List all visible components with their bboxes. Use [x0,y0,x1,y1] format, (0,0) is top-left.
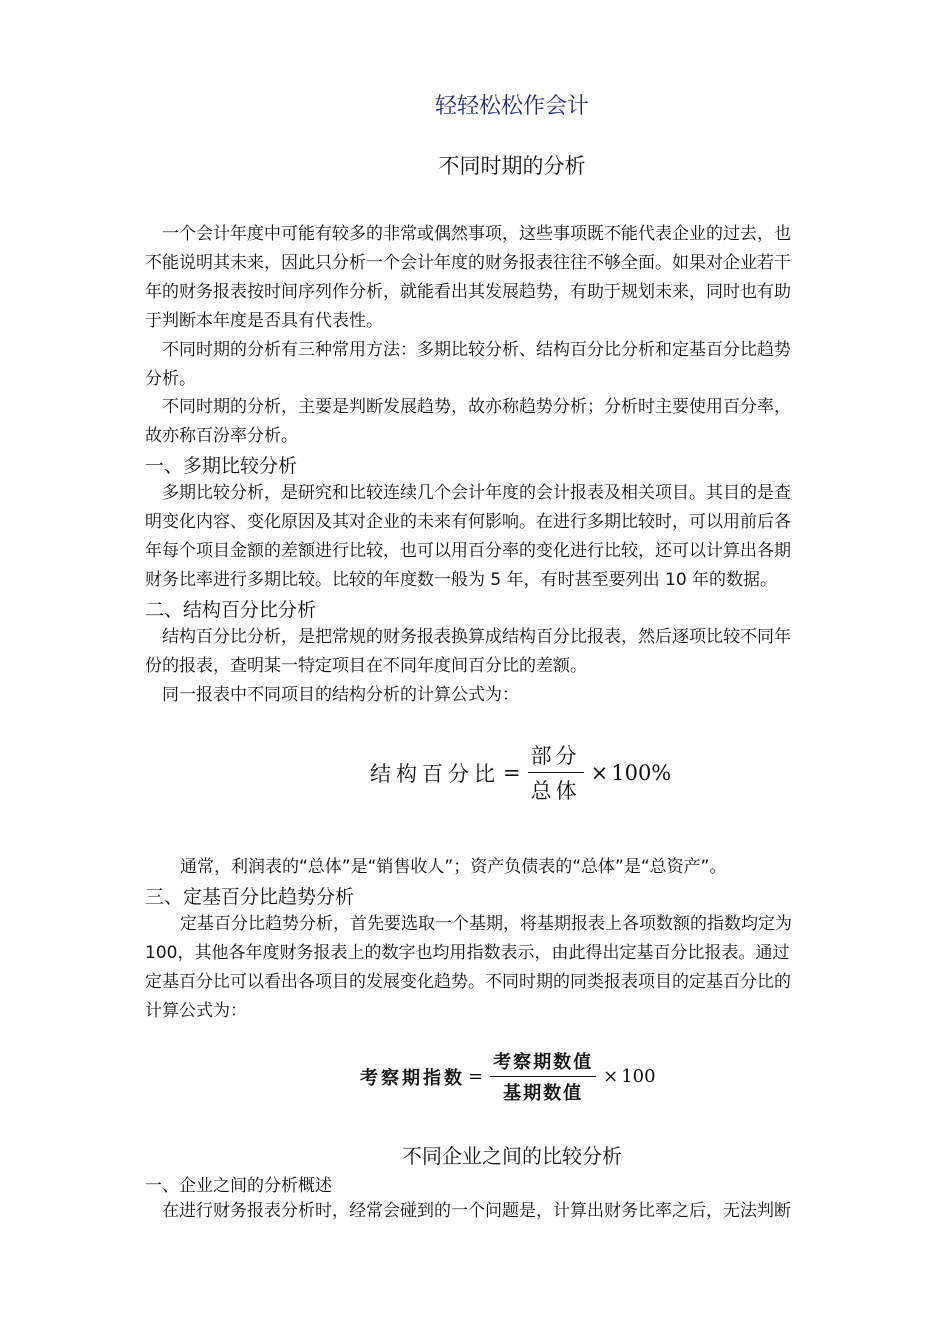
formula-times: × [603,1066,619,1087]
heading-structure-percent: 二、结构百分比分析 [145,599,317,621]
paragraph-line: 计算公式为： [145,1001,247,1021]
paragraph-line: 故亦称百汾率分析。 [145,426,298,446]
paragraph-line: 不同时期的分析有三种常用方法：多期比较分析、结构百分比分析和定基百分比趋势 [162,340,791,360]
paragraph-line: 100，其他各年度财务报表上的数字也均用指数表示，由此得出定基百分比报表。通过 [145,943,790,963]
formula-rhs: 100% [611,760,672,785]
paragraph-line: 于判断本年度是否具有代表性。 [145,311,383,331]
paragraph-line: 不能说明其未来，因此只分析一个会计年度的财务报表往往不够全面。如果对企业若干 [145,253,791,273]
document-title: 轻轻松松作会计 [434,94,589,119]
section-title-period-analysis: 不同时期的分析 [438,154,586,178]
formula-numerator: 部分 [528,740,584,773]
formula-lhs: 结构百分比 [370,761,500,786]
paragraph-line: 年每个项目金额的差额进行比较，也可以用百分率的变化进行比较，还可以计算出各期 [145,541,791,561]
formula-equals: = [503,760,521,785]
paragraph-line: 财务比率进行多期比较。比较的年度数一般为 5 年，有时甚至要列出 10 年的数据。 [145,570,778,590]
paragraph-line: 一个会计年度中可能有较多的非常或偶然事项，这些事项既不能代表企业的过去，也 [162,224,791,244]
formula-denominator: 总体 [530,779,581,803]
paragraph-line: 定基百分比趋势分析，首先要选取一个基期，将基期报表上各项数额的指数均定为 [180,914,792,934]
formula-equals: = [468,1066,484,1087]
heading-fixed-base-trend: 三、定基百分比趋势分析 [145,886,355,908]
section-title-company-comparison: 不同企业之间的比较分析 [402,1144,622,1168]
paragraph-line: 份的报表，查明某一特定项目在不同年度间百分比的差额。 [145,656,587,676]
formula-lhs: 考察期指数 [360,1067,465,1089]
formula-structure-percent [370,740,671,805]
formula-fraction [528,740,584,805]
paragraph-line: 分析。 [145,369,196,389]
formula-denominator: 基期数值 [503,1083,584,1104]
formula-numerator: 考察期数值 [490,1048,596,1077]
paragraph-line: 结构百分比分析，是把常规的财务报表换算成结构百分比报表，然后逐项比较不同年 [162,627,791,647]
paragraph-line: 不同时期的分析，主要是判断发展趋势，故亦称趋势分析；分析时主要使用百分率， [162,397,791,417]
paragraph-line: 通常，利润表的“总体”是“销售收人”；资产负债表的“总体”是“总资产”。 [180,857,727,877]
paragraph-line: 年的财务报表按时间序列作分析，就能看出其发展趋势，有助于规划未来，同时也有助 [145,282,791,302]
formula-times: × [590,760,609,785]
paragraph-line: 多期比较分析，是研究和比较连续几个会计年度的会计报表及相关项目。其目的是查 [162,483,791,503]
paragraph-line: 在进行财务报表分析时，经常会碰到的一个问题是，计算出财务比率之后，无法判断 [162,1201,791,1221]
paragraph-line: 同一报表中不同项目的结构分析的计算公式为： [162,685,519,705]
heading-multi-period: 一、多期比较分析 [145,455,298,477]
paragraph-line: 定基百分比可以看出各项目的发展变化趋势。不同时期的同类报表项目的定基百分比的 [145,972,791,992]
formula-period-index [360,1048,656,1105]
heading-company-overview: 一、企业之间的分析概述 [145,1176,332,1196]
paragraph-line: 明变化内容、变化原因及其对企业的未来有何影响。在进行多期比较时，可以用前后各 [145,512,791,532]
formula-rhs: 100 [621,1066,656,1087]
formula-fraction [490,1048,596,1105]
